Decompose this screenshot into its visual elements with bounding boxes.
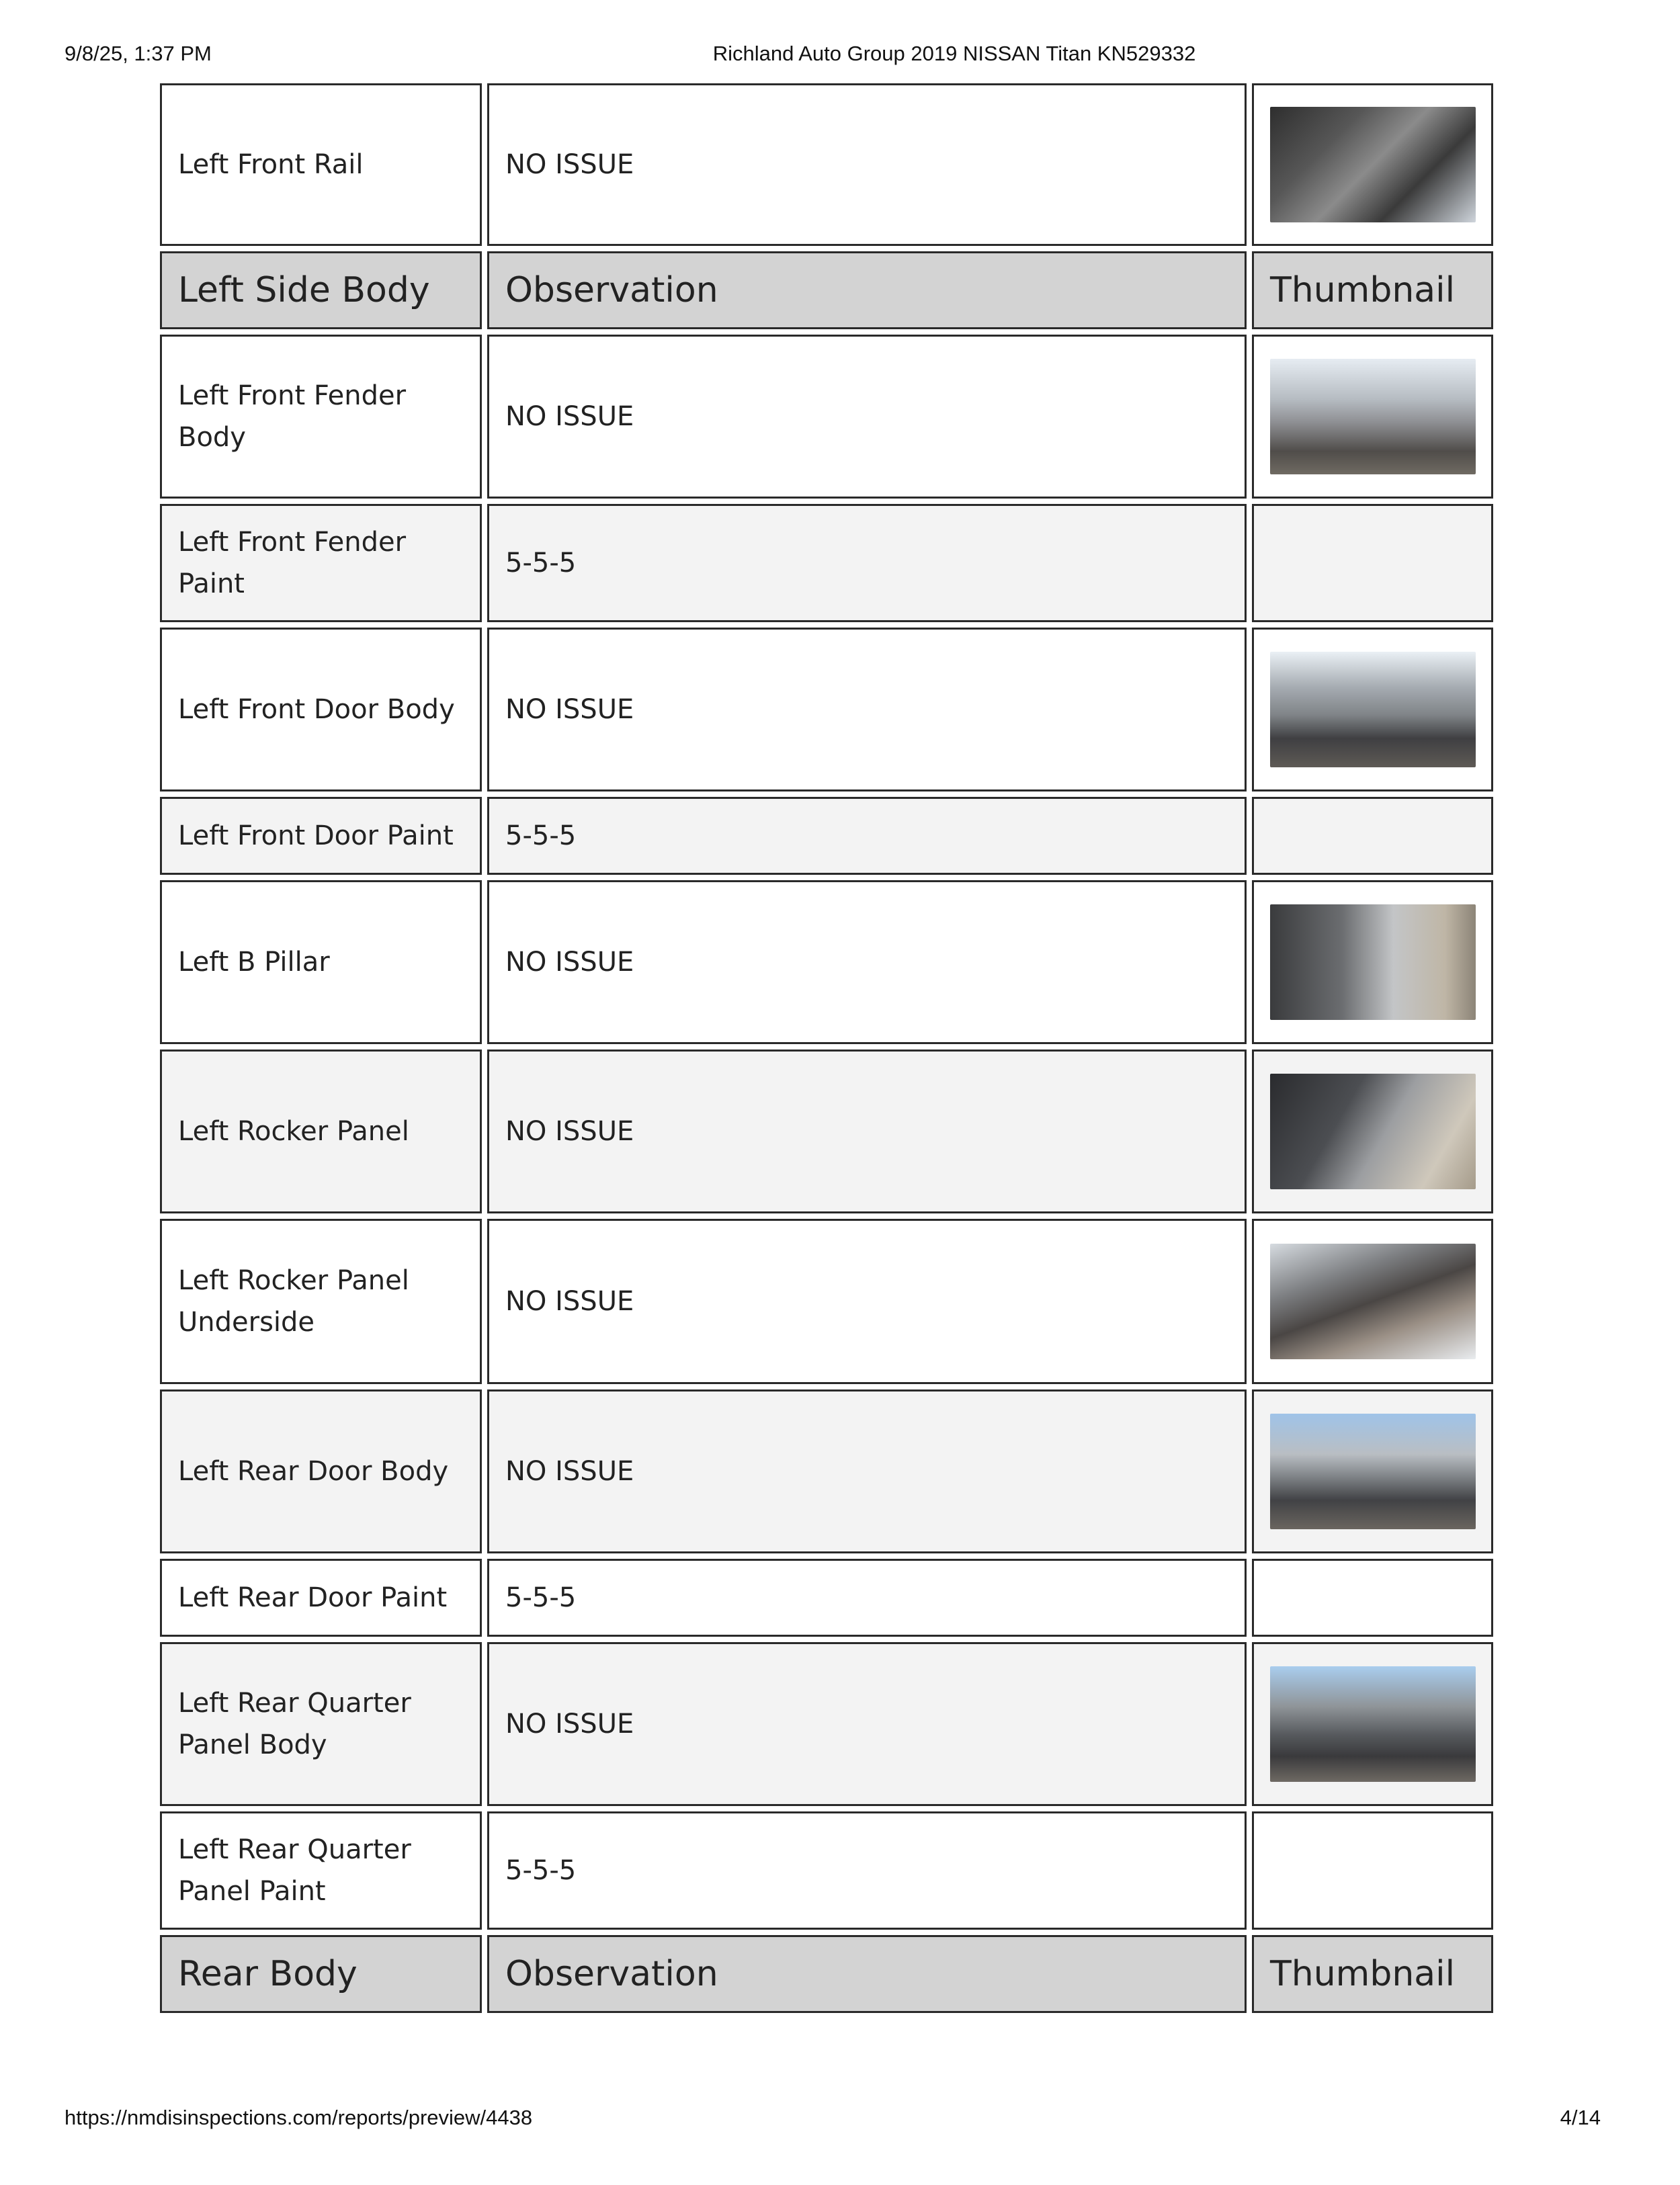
item-label: Left Front Door Paint <box>160 797 482 875</box>
wheel-well-thumbnail[interactable] <box>1270 107 1476 222</box>
rear-quarter-thumbnail[interactable] <box>1270 1666 1476 1782</box>
item-label: Left B Pillar <box>160 880 482 1044</box>
table-row <box>160 797 1493 875</box>
thumbnail-cell <box>1252 797 1493 875</box>
item-label: Left Front Door Body <box>160 628 482 791</box>
item-observation: 5-5-5 <box>487 1811 1247 1930</box>
thumbnail-cell <box>1252 1389 1493 1553</box>
inspection-table <box>155 78 1499 2018</box>
item-label: Left Rear Door Body <box>160 1389 482 1553</box>
table-row <box>160 1559 1493 1637</box>
item-observation: 5-5-5 <box>487 797 1247 875</box>
table-row <box>160 1049 1493 1213</box>
thumbnail-cell <box>1252 1811 1493 1930</box>
item-observation: NO ISSUE <box>487 83 1247 246</box>
item-observation: 5-5-5 <box>487 1559 1247 1637</box>
table-row <box>160 880 1493 1044</box>
front-fender-thumbnail[interactable] <box>1270 359 1476 474</box>
item-label: Left Rocker Panel <box>160 1049 482 1213</box>
observation-column-header: Observation <box>487 251 1247 329</box>
section-title: Left Side Body <box>160 251 482 329</box>
item-label: Left Front Rail <box>160 83 482 246</box>
thumbnail-cell <box>1252 1049 1493 1213</box>
table-row <box>160 1219 1493 1384</box>
table-row <box>160 504 1493 622</box>
section-title: Rear Body <box>160 1935 482 2013</box>
thumbnail-cell <box>1252 1559 1493 1637</box>
table-row <box>160 628 1493 791</box>
item-observation: NO ISSUE <box>487 335 1247 499</box>
item-observation: NO ISSUE <box>487 1389 1247 1553</box>
item-label: Left Rocker Panel Underside <box>160 1219 482 1384</box>
thumbnail-cell <box>1252 1642 1493 1806</box>
rear-door-thumbnail[interactable] <box>1270 1414 1476 1529</box>
page-url[interactable]: https://nmdisinspections.com/reports/preview/4438 <box>65 2106 533 2129</box>
item-label: Left Rear Quarter Panel Body <box>160 1642 482 1806</box>
print-datetime: 9/8/25, 1:37 PM <box>65 42 212 65</box>
b-pillar-thumbnail[interactable] <box>1270 904 1476 1020</box>
table-row <box>160 1811 1493 1930</box>
item-label: Left Front Fender Body <box>160 335 482 499</box>
thumbnail-cell <box>1252 504 1493 622</box>
thumbnail-cell <box>1252 335 1493 499</box>
item-observation: 5-5-5 <box>487 504 1247 622</box>
thumbnail-column-header: Thumbnail <box>1252 251 1493 329</box>
rocker-panel-thumbnail[interactable] <box>1270 1074 1476 1189</box>
thumbnail-column-header: Thumbnail <box>1252 1935 1493 2013</box>
item-label: Left Rear Door Paint <box>160 1559 482 1637</box>
thumbnail-cell <box>1252 628 1493 791</box>
front-door-thumbnail[interactable] <box>1270 652 1476 767</box>
item-observation: NO ISSUE <box>487 1642 1247 1806</box>
thumbnail-cell <box>1252 880 1493 1044</box>
section-header-row <box>160 251 1493 329</box>
item-observation: NO ISSUE <box>487 628 1247 791</box>
section-header-row <box>160 1935 1493 2013</box>
rocker-underside-thumbnail[interactable] <box>1270 1244 1476 1359</box>
page-number: 4/14 <box>1560 2106 1601 2129</box>
observation-column-header: Observation <box>487 1935 1247 2013</box>
item-observation: NO ISSUE <box>487 1219 1247 1384</box>
table-row <box>160 1642 1493 1806</box>
thumbnail-cell <box>1252 83 1493 246</box>
table-row <box>160 83 1493 246</box>
item-label: Left Rear Quarter Panel Paint <box>160 1811 482 1930</box>
document-title: Richland Auto Group 2019 NISSAN Titan KN529332 <box>712 42 1196 65</box>
table-row <box>160 1389 1493 1553</box>
item-observation: NO ISSUE <box>487 880 1247 1044</box>
thumbnail-cell <box>1252 1219 1493 1384</box>
table-row <box>160 335 1493 499</box>
item-observation: NO ISSUE <box>487 1049 1247 1213</box>
item-label: Left Front Fender Paint <box>160 504 482 622</box>
